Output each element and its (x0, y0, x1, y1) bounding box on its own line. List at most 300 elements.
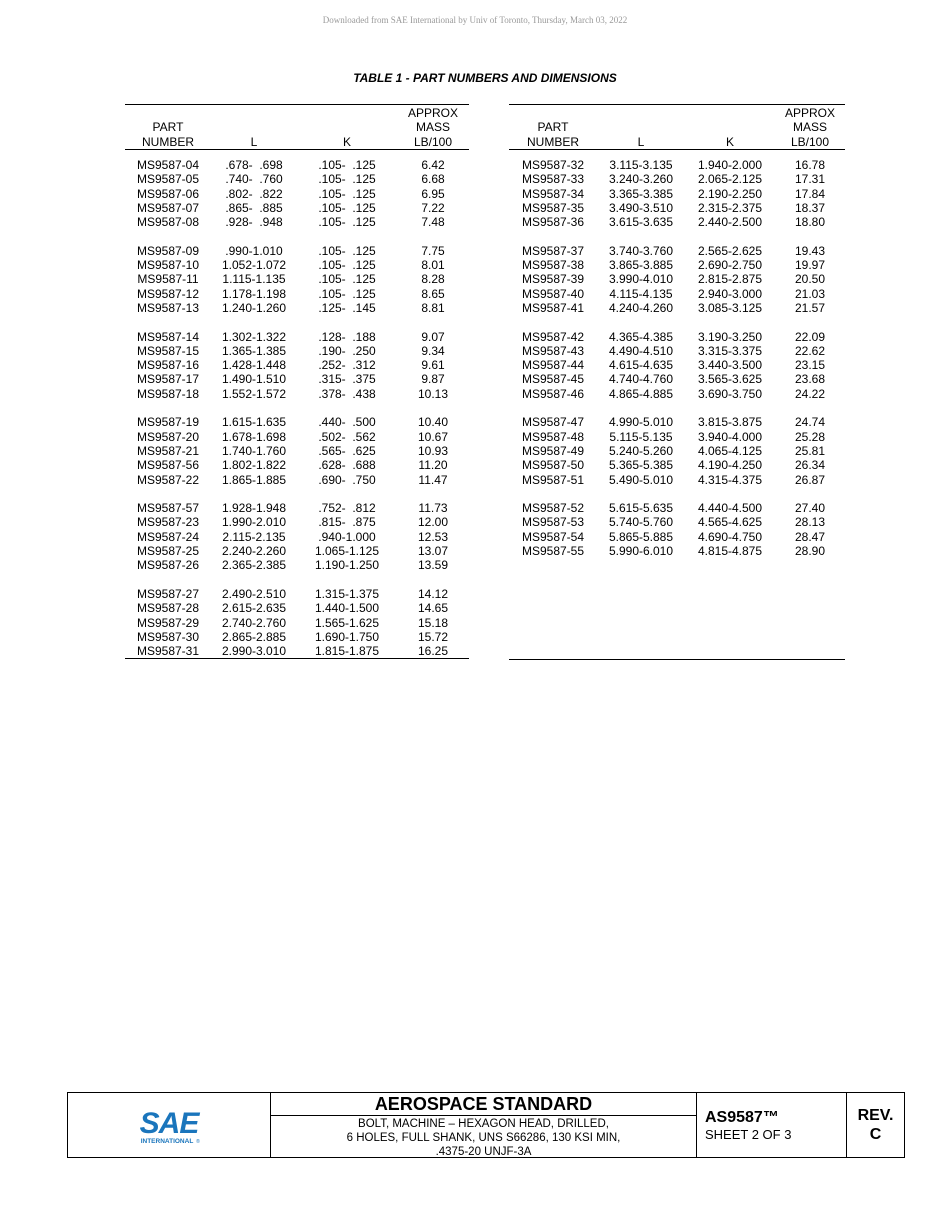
table-row (509, 158, 845, 172)
part-number-cell: MS9587-43 (521, 343, 585, 358)
revision-cell (847, 1093, 904, 1157)
part-number-cell: MS9587-18 (136, 386, 200, 401)
part-number-cell: MS9587-52 (521, 501, 585, 516)
l-dimension-cell: 1.865-1.885 (221, 472, 287, 487)
l-dimension-cell: 3.615-3.635 (608, 215, 674, 230)
part-number-cell: MS9587-44 (521, 358, 585, 373)
k-dimension-cell: .440- .500 (318, 415, 376, 430)
l-dimension-cell: .802- .822 (225, 186, 283, 201)
k-dimension-cell: .815- .875 (318, 515, 376, 530)
part-number-cell: MS9587-07 (136, 200, 200, 215)
table-row (125, 244, 469, 258)
header-part-number: PART NUMBER (509, 105, 597, 150)
table-row (509, 444, 845, 458)
k-dimension-cell: 3.940-4.000 (697, 429, 763, 444)
part-number-cell: MS9587-25 (136, 544, 200, 559)
l-dimension-cell: .678- .698 (225, 158, 283, 172)
table-row (509, 473, 845, 487)
part-number-cell: MS9587-51 (521, 472, 585, 487)
l-dimension-cell: 1.115-1.135 (222, 272, 286, 287)
part-number-cell: MS9587-23 (136, 515, 200, 530)
part-number-cell: MS9587-54 (521, 529, 585, 544)
table-row (125, 558, 469, 572)
standard-description: BOLT, MACHINE – HEXAGON HEAD, DRILLED, 6 HOLES, FULL SHANK, UNS S66286, 130 KSI MIN, .4375-20 UNJF-3A (346, 1118, 621, 1158)
part-number-cell: MS9587-35 (521, 200, 585, 215)
table-row (125, 358, 469, 372)
approx-mass-cell: 21.03 (794, 286, 826, 301)
table-row (125, 430, 469, 444)
k-dimension-cell: 1.440-1.500 (314, 601, 380, 616)
part-number-cell: MS9587-46 (521, 386, 585, 401)
approx-mass-cell: 10.13 (417, 386, 449, 401)
l-dimension-cell: 1.990-2.010 (221, 515, 287, 530)
part-number-cell: MS9587-42 (521, 329, 585, 344)
table-row (509, 287, 845, 301)
header-k: K (297, 105, 397, 150)
approx-mass-cell: 25.28 (794, 429, 826, 444)
k-dimension-cell: 3.815-3.875 (697, 415, 763, 430)
sae-logo-text: SAE (139, 1107, 199, 1140)
part-number-cell: MS9587-28 (136, 601, 200, 616)
approx-mass-cell: 9.34 (421, 343, 445, 358)
part-number-cell: MS9587-47 (521, 415, 585, 430)
table-row (509, 430, 845, 444)
k-dimension-cell: 4.190-4.250 (697, 458, 763, 473)
l-dimension-cell: 1.802-1.822 (221, 458, 287, 473)
l-dimension-cell: 3.990-4.010 (608, 272, 674, 287)
l-dimension-cell: 4.490-4.510 (608, 343, 674, 358)
approx-mass-cell: 6.68 (421, 172, 445, 187)
k-dimension-cell: 4.815-4.875 (697, 544, 763, 559)
table-row (125, 272, 469, 286)
part-number-cell: MS9587-48 (521, 429, 585, 444)
l-dimension-cell: 5.490-5.010 (608, 472, 674, 487)
part-number-cell: MS9587-56 (136, 458, 200, 473)
approx-mass-cell: 17.84 (794, 186, 826, 201)
k-dimension-cell: 2.315-2.375 (697, 200, 763, 215)
k-dimension-cell: .752- .812 (318, 501, 376, 516)
k-dimension-cell: 4.065-4.125 (697, 443, 763, 458)
sheet-number: SHEET 2 OF 3 (705, 1126, 792, 1142)
approx-mass-cell: 23.68 (794, 372, 826, 387)
approx-mass-cell: 11.47 (418, 472, 448, 487)
k-dimension-cell: .940-1.000 (318, 529, 376, 544)
approx-mass-cell: 28.90 (794, 544, 826, 559)
table-row (509, 458, 845, 472)
document-number-cell (697, 1093, 847, 1157)
part-number-cell: MS9587-33 (521, 172, 585, 187)
part-number-cell: MS9587-57 (136, 501, 200, 516)
part-number-cell: MS9587-12 (136, 286, 200, 301)
l-dimension-cell: 5.240-5.260 (608, 443, 674, 458)
k-dimension-cell: 3.190-3.250 (697, 329, 763, 344)
table-row (125, 616, 469, 630)
k-dimension-cell: 3.565-3.625 (697, 372, 763, 387)
table-row (125, 387, 469, 401)
approx-mass-cell: 9.87 (421, 372, 445, 387)
download-watermark: Downloaded from SAE International by Univ of Toronto, Thursday, March 03, 2022 (322, 15, 628, 25)
l-dimension-cell: 5.115-5.135 (609, 429, 673, 444)
l-dimension-cell: 2.115-2.135 (222, 529, 286, 544)
k-dimension-cell: 1.190-1.250 (314, 558, 380, 573)
k-dimension-cell: .105- .125 (318, 158, 376, 172)
table-row (509, 258, 845, 272)
l-dimension-cell: 1.678-1.698 (221, 429, 287, 444)
part-number-cell: MS9587-55 (521, 544, 585, 559)
k-dimension-cell: .105- .125 (318, 172, 376, 187)
k-dimension-cell: .128- .188 (318, 329, 376, 344)
part-number-cell: MS9587-39 (521, 272, 585, 287)
k-dimension-cell: .125- .145 (318, 300, 376, 315)
l-dimension-cell: 4.115-4.135 (609, 286, 673, 301)
approx-mass-cell: 22.09 (794, 329, 826, 344)
table-row (125, 330, 469, 344)
k-dimension-cell: .628- .688 (318, 458, 376, 473)
k-dimension-cell: .252- .312 (318, 358, 376, 373)
table-row (125, 215, 469, 229)
k-dimension-cell: .190- .250 (318, 343, 376, 358)
l-dimension-cell: 2.490-2.510 (221, 586, 287, 601)
part-number-cell: MS9587-09 (136, 243, 200, 258)
table-row (125, 372, 469, 386)
part-number-cell: MS9587-27 (136, 586, 200, 601)
table-row (125, 630, 469, 644)
approx-mass-cell: 6.42 (421, 158, 445, 172)
registered-mark: ® (196, 1139, 200, 1145)
l-dimension-cell: 1.178-1.198 (221, 286, 287, 301)
approx-mass-cell: 27.40 (794, 501, 826, 516)
part-number-cell: MS9587-49 (521, 443, 585, 458)
l-dimension-cell: 2.740-2.760 (221, 615, 287, 630)
table-row (125, 444, 469, 458)
l-dimension-cell: 2.615-2.635 (221, 601, 287, 616)
k-dimension-cell: .105- .125 (318, 186, 376, 201)
approx-mass-cell: 24.74 (794, 415, 826, 430)
l-dimension-cell: 4.240-4.260 (608, 300, 674, 315)
table-row (125, 187, 469, 201)
table-row (509, 201, 845, 215)
sae-international-logo (134, 1103, 204, 1147)
table-body-right (509, 150, 845, 660)
table-row (125, 530, 469, 544)
table-row (125, 587, 469, 601)
approx-mass-cell: 26.34 (794, 458, 826, 473)
l-dimension-cell: 1.928-1.948 (221, 501, 287, 516)
k-dimension-cell: .105- .125 (318, 258, 376, 273)
approx-mass-cell: 12.00 (417, 515, 449, 530)
table-row (125, 415, 469, 429)
l-dimension-cell: .865- .885 (225, 200, 283, 215)
table-row (125, 544, 469, 558)
approx-mass-cell: 25.81 (794, 443, 826, 458)
table-row (509, 530, 845, 544)
approx-mass-cell: 10.67 (417, 429, 449, 444)
l-dimension-cell: 4.990-5.010 (608, 415, 674, 430)
k-dimension-cell: 1.315-1.375 (314, 586, 380, 601)
l-dimension-cell: 4.365-4.385 (608, 329, 674, 344)
approx-mass-cell: 14.65 (417, 601, 449, 616)
part-number-cell: MS9587-20 (136, 429, 200, 444)
table-body-left (125, 150, 469, 659)
approx-mass-cell: 7.48 (421, 215, 445, 230)
l-dimension-cell: 1.302-1.322 (221, 329, 287, 344)
l-dimension-cell: 2.990-3.010 (221, 644, 287, 659)
table-row (509, 244, 845, 258)
table-title: TABLE 1 - PART NUMBERS AND DIMENSIONS (353, 71, 617, 85)
k-dimension-cell: .105- .125 (318, 243, 376, 258)
k-dimension-cell: 1.690-1.750 (314, 629, 380, 644)
k-dimension-cell: .502- .562 (318, 429, 376, 444)
part-number-cell: MS9587-32 (521, 158, 585, 172)
k-dimension-cell: 2.565-2.625 (697, 243, 763, 258)
k-dimension-cell: .105- .125 (318, 200, 376, 215)
header-l: L (211, 105, 297, 150)
table-row (125, 644, 469, 658)
part-number-cell: MS9587-21 (136, 443, 200, 458)
part-number-cell: MS9587-36 (521, 215, 585, 230)
table-row (125, 344, 469, 358)
l-dimension-cell: 1.615-1.635 (221, 415, 287, 430)
approx-mass-cell: 8.65 (421, 286, 445, 301)
part-number-cell: MS9587-38 (521, 258, 585, 273)
document-number: AS9587™ (705, 1108, 779, 1126)
table-row (509, 358, 845, 372)
l-dimension-cell: 3.865-3.885 (608, 258, 674, 273)
part-number-cell: MS9587-30 (136, 629, 200, 644)
table-row (509, 501, 845, 515)
approx-mass-cell: 24.22 (794, 386, 826, 401)
part-number-cell: MS9587-19 (136, 415, 200, 430)
l-dimension-cell: 3.240-3.260 (608, 172, 674, 187)
table-row (509, 172, 845, 186)
l-dimension-cell: 4.865-4.885 (608, 386, 674, 401)
part-number-cell: MS9587-22 (136, 472, 200, 487)
approx-mass-cell: 19.97 (794, 258, 826, 273)
approx-mass-cell: 23.15 (794, 358, 826, 373)
l-dimension-cell: 1.428-1.448 (221, 358, 287, 373)
k-dimension-cell: 2.440-2.500 (697, 215, 763, 230)
l-dimension-cell: 3.115-3.135 (609, 158, 673, 172)
k-dimension-cell: 2.815-2.875 (697, 272, 763, 287)
revision-value: C (869, 1126, 882, 1143)
table-row (125, 301, 469, 315)
l-dimension-cell: 3.365-3.385 (608, 186, 674, 201)
approx-mass-cell: 7.22 (421, 200, 445, 215)
k-dimension-cell: 3.085-3.125 (697, 300, 763, 315)
table-row (509, 330, 845, 344)
approx-mass-cell: 8.81 (421, 300, 445, 315)
l-dimension-cell: 2.865-2.885 (221, 629, 287, 644)
part-number-cell: MS9587-10 (136, 258, 200, 273)
k-dimension-cell: 4.690-4.750 (697, 529, 763, 544)
header-part-number: PART NUMBER (125, 105, 211, 150)
l-dimension-cell: 1.490-1.510 (221, 372, 287, 387)
part-number-cell: MS9587-34 (521, 186, 585, 201)
k-dimension-cell: .315- .375 (318, 372, 376, 387)
k-dimension-cell: 4.565-4.625 (697, 515, 763, 530)
part-number-cell: MS9587-31 (136, 644, 200, 659)
approx-mass-cell: 6.95 (421, 186, 445, 201)
part-number-cell: MS9587-24 (136, 529, 200, 544)
approx-mass-cell: 15.18 (417, 615, 449, 630)
k-dimension-cell: .105- .125 (318, 286, 376, 301)
k-dimension-cell: 2.940-3.000 (697, 286, 763, 301)
table-row (509, 372, 845, 386)
k-dimension-cell: 1.815-1.875 (314, 644, 380, 659)
l-dimension-cell: 1.240-1.260 (221, 300, 287, 315)
header-l: L (597, 105, 685, 150)
part-number-cell: MS9587-37 (521, 243, 585, 258)
table-row (509, 544, 845, 558)
l-dimension-cell: 1.365-1.385 (221, 343, 287, 358)
part-number-cell: MS9587-16 (136, 358, 200, 373)
approx-mass-cell: 11.73 (418, 501, 448, 516)
part-number-cell: MS9587-40 (521, 286, 585, 301)
k-dimension-cell: .690- .750 (318, 472, 376, 487)
approx-mass-cell: 19.43 (794, 243, 826, 258)
approx-mass-cell: 17.31 (794, 172, 826, 187)
table-row (125, 458, 469, 472)
approx-mass-cell: 26.87 (794, 472, 826, 487)
k-dimension-cell: 4.315-4.375 (697, 472, 763, 487)
table-row (125, 601, 469, 615)
part-number-cell: MS9587-04 (136, 158, 200, 172)
k-dimension-cell: 2.690-2.750 (697, 258, 763, 273)
table-row (509, 344, 845, 358)
parts-table-right (509, 104, 845, 660)
table-row (125, 515, 469, 529)
table-row (509, 187, 845, 201)
l-dimension-cell: 1.552-1.572 (221, 386, 287, 401)
table-row (509, 301, 845, 315)
revision-label: REV. (857, 1107, 894, 1124)
part-number-cell: MS9587-41 (521, 300, 585, 315)
l-dimension-cell: .990-1.010 (225, 243, 283, 258)
sae-logo-subtext: INTERNATIONAL (140, 1138, 194, 1145)
part-number-cell: MS9587-50 (521, 458, 585, 473)
k-dimension-cell: 1.940-2.000 (697, 158, 763, 172)
l-dimension-cell: 5.365-5.385 (608, 458, 674, 473)
k-dimension-cell: 2.065-2.125 (697, 172, 763, 187)
l-dimension-cell: 3.490-3.510 (608, 200, 674, 215)
part-number-cell: MS9587-08 (136, 215, 200, 230)
approx-mass-cell: 13.59 (417, 558, 449, 573)
approx-mass-cell: 12.53 (417, 529, 449, 544)
part-number-cell: MS9587-17 (136, 372, 200, 387)
standard-description-cell (271, 1093, 697, 1157)
table-row (509, 272, 845, 286)
part-number-cell: MS9587-05 (136, 172, 200, 187)
k-dimension-cell: .565- .625 (318, 443, 376, 458)
l-dimension-cell: 5.615-5.635 (608, 501, 674, 516)
approx-mass-cell: 15.72 (417, 629, 449, 644)
approx-mass-cell: 11.20 (418, 458, 448, 473)
part-number-cell: MS9587-26 (136, 558, 200, 573)
table-row (509, 415, 845, 429)
table-row (509, 215, 845, 229)
k-dimension-cell: 1.065-1.125 (314, 544, 380, 559)
table-header-row (509, 105, 845, 150)
l-dimension-cell: 2.365-2.385 (221, 558, 287, 573)
part-number-cell: MS9587-15 (136, 343, 200, 358)
l-dimension-cell: 1.052-1.072 (221, 258, 287, 273)
l-dimension-cell: 2.240-2.260 (221, 544, 287, 559)
k-dimension-cell: 3.440-3.500 (697, 358, 763, 373)
table-row (125, 473, 469, 487)
k-dimension-cell: 3.315-3.375 (697, 343, 763, 358)
k-dimension-cell: 3.690-3.750 (697, 386, 763, 401)
l-dimension-cell: 5.740-5.760 (608, 515, 674, 530)
table-header-row (125, 105, 469, 150)
approx-mass-cell: 18.37 (794, 200, 826, 215)
part-number-cell: MS9587-53 (521, 515, 585, 530)
l-dimension-cell: 4.615-4.635 (608, 358, 674, 373)
approx-mass-cell: 14.12 (417, 586, 449, 601)
approx-mass-cell: 22.62 (794, 343, 826, 358)
part-number-cell: MS9587-13 (136, 300, 200, 315)
l-dimension-cell: 4.740-4.760 (608, 372, 674, 387)
approx-mass-cell: 13.07 (417, 544, 449, 559)
approx-mass-cell: 8.01 (421, 258, 445, 273)
table-row (125, 158, 469, 172)
approx-mass-cell: 28.47 (794, 529, 826, 544)
part-number-cell: MS9587-14 (136, 329, 200, 344)
l-dimension-cell: 3.740-3.760 (608, 243, 674, 258)
table-row (125, 287, 469, 301)
part-number-cell: MS9587-45 (521, 372, 585, 387)
l-dimension-cell: 1.740-1.760 (221, 443, 287, 458)
approx-mass-cell: 16.25 (417, 644, 449, 659)
k-dimension-cell: 2.190-2.250 (697, 186, 763, 201)
parts-table-left (125, 104, 469, 659)
table-row (509, 387, 845, 401)
part-number-cell: MS9587-06 (136, 186, 200, 201)
approx-mass-cell: 18.80 (794, 215, 826, 230)
approx-mass-cell: 7.75 (421, 243, 445, 258)
part-number-cell: MS9587-11 (137, 272, 199, 287)
table-row (125, 201, 469, 215)
l-dimension-cell: .740- .760 (225, 172, 283, 187)
approx-mass-cell: 20.50 (794, 272, 826, 287)
sae-logo-cell (68, 1093, 271, 1157)
table-row (509, 515, 845, 529)
header-approx-mass: APPROX MASS LB/100 (397, 105, 469, 150)
l-dimension-cell: 5.990-6.010 (608, 544, 674, 559)
table-row (125, 172, 469, 186)
approx-mass-cell: 21.57 (794, 300, 826, 315)
approx-mass-cell: 9.61 (421, 358, 445, 373)
k-dimension-cell: 4.440-4.500 (697, 501, 763, 516)
l-dimension-cell: .928- .948 (225, 215, 283, 230)
k-dimension-cell: 1.565-1.625 (314, 615, 380, 630)
k-dimension-cell: .105- .125 (318, 215, 376, 230)
table-row (125, 501, 469, 515)
l-dimension-cell: 5.865-5.885 (608, 529, 674, 544)
approx-mass-cell: 16.78 (794, 158, 826, 172)
k-dimension-cell: .378- .438 (318, 386, 376, 401)
table-row (125, 258, 469, 272)
standard-heading: AEROSPACE STANDARD (271, 1093, 696, 1116)
header-approx-mass: APPROX MASS LB/100 (775, 105, 845, 150)
part-number-cell: MS9587-29 (136, 615, 200, 630)
approx-mass-cell: 10.40 (417, 415, 449, 430)
approx-mass-cell: 8.28 (421, 272, 445, 287)
approx-mass-cell: 9.07 (421, 329, 445, 344)
header-k: K (685, 105, 775, 150)
k-dimension-cell: .105- .125 (318, 272, 376, 287)
approx-mass-cell: 10.93 (417, 443, 449, 458)
title-block (67, 1092, 905, 1158)
